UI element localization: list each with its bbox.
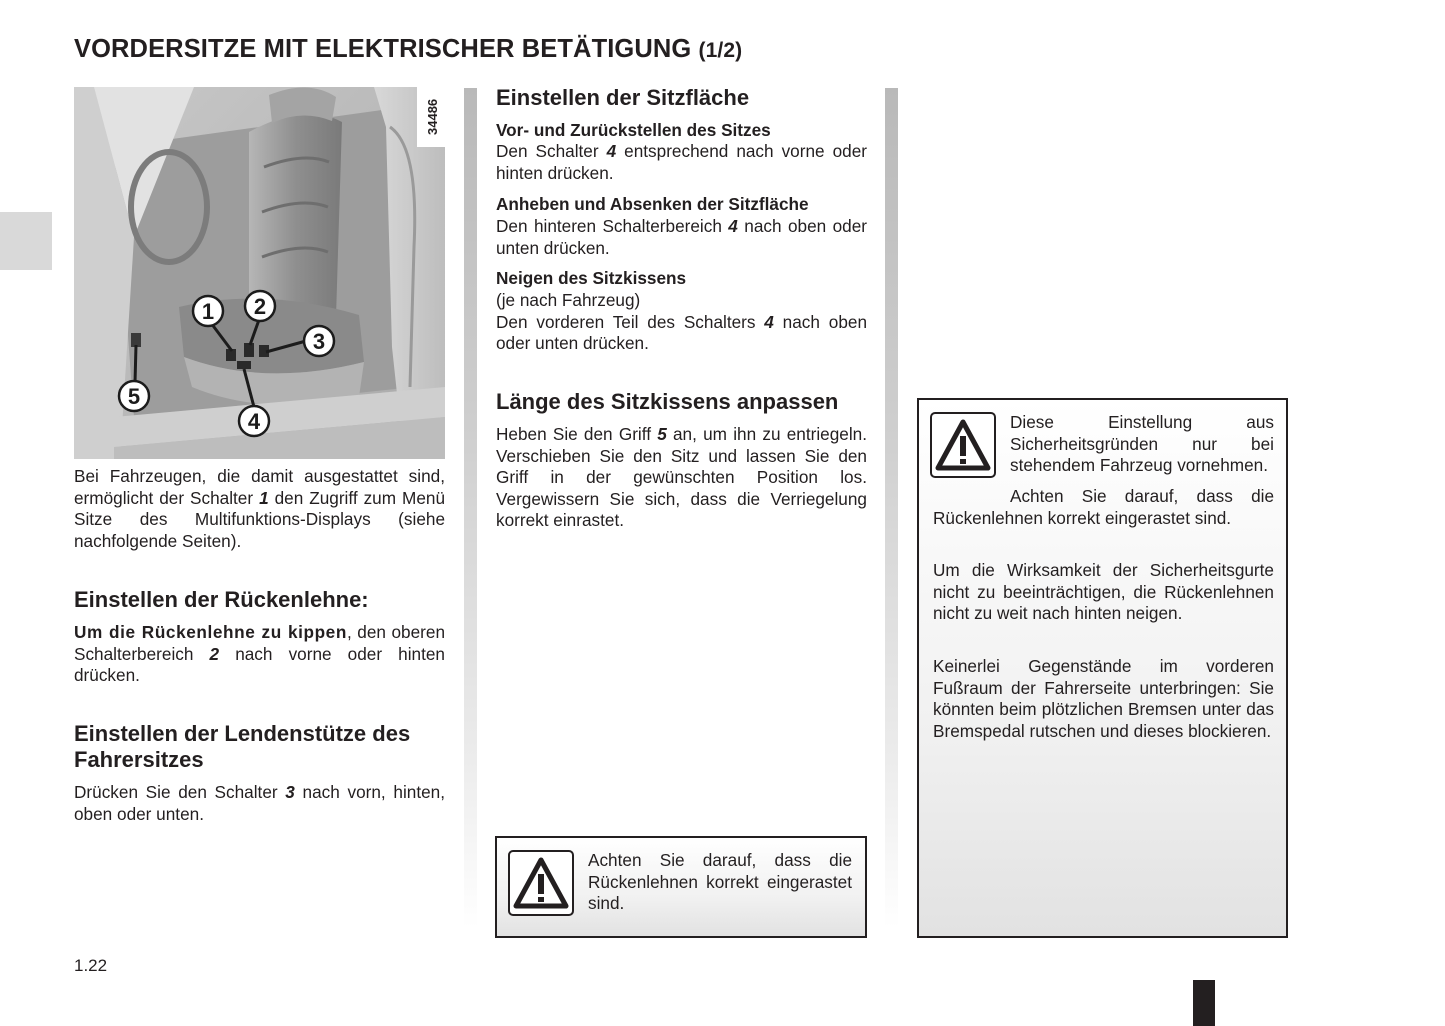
svg-text:1: 1 [201,299,215,324]
tilt-note: (je nach Fahrzeug) [496,290,641,310]
callout-3 [304,326,334,356]
warning-box-safety [917,398,1288,938]
warning-p4: Keinerlei Gegenstände im vorderen Fußraum der Fahrerseite unterbringen: Sie könnten beim plötzlichen Bremsen unter das Bremspedal rutschen und dieses blockieren. [933,656,1274,741]
warning-text: Achten Sie darauf, dass die Rückenlehnen korrekt eingerastet sind. [588,850,852,914]
warning-p3: Um die Wirksamkeit der Sicherheitsgurte nicht zu beeinträchtigen, die Rückenlehnen nicht zu weit nach hinten neigen. [933,560,1274,624]
intro-paragraph: Bei Fahrzeugen, die damit ausgestattet sind, ermöglicht der Schalter 1 den Zugriff zum Menü Sitze des Multifunktions-Displays (siehe nachfolgende Seiten). [74,466,445,551]
warning-p1: Diese Einstellung aus Sicherheitsgründen nur bei stehendem Fahrzeug vornehmen. [1010,412,1274,476]
title-suffix: (1/2) [698,39,743,62]
seat-surface-heading: Einstellen der Sitzfläche [496,85,750,110]
warning-triangle-icon [508,850,574,916]
callout-1 [193,296,223,326]
lumbar-heading: Einstellen der Lendenstütze des Fahrersitzes [74,721,411,772]
svg-text:4: 4 [247,409,261,434]
raise-heading: Anheben und Absenken der Sitzfläche [496,194,809,214]
backrest-paragraph: Um die Rückenlehne zu kippen, den oberen Schalterbereich 2 nach vorne oder hinten drücken. [74,622,445,686]
backrest-heading: Einstellen der Rückenlehne: [74,587,369,612]
raise-paragraph: Den hinteren Schalterbereich 4 nach oben oder unten drücken. [496,216,867,258]
thumb-index-bar [1193,980,1215,1026]
lumbar-paragraph: Drücken Sie den Schalter 3 nach vorn, hinten, oben oder unten. [74,782,445,824]
section-tab-marker [0,212,52,270]
length-heading: Länge des Sitzkissens anpassen [496,389,839,414]
column-divider [464,88,477,928]
callout-4 [239,406,269,436]
warning-triangle-icon [930,412,996,478]
column-divider [885,88,898,928]
callout-2 [245,291,275,321]
warning-p2: Achten Sie darauf, dass die Rückenlehnen korrekt eingerastet sind. [933,486,1274,528]
tilt-heading: Neigen des Sitzkissens [496,268,687,288]
seat-controls-illustration [74,87,445,459]
page-number: 1.22 [74,956,108,975]
seat-photo-drawing [74,87,445,459]
page-title [74,35,742,64]
warning-box-backrest [495,836,867,938]
fwd-heading: Vor- und Zurückstellen des Sitzes [496,120,771,140]
length-paragraph: Heben Sie den Griff 5 an, um ihn zu entriegeln. Verschieben Sie den Sitz und lassen Sie den Griff in der gewünschten Position los. Vergewissern Sie sich, dass die Verriegelung korrekt einrastet. [496,424,867,531]
image-number: 34486 [425,98,440,135]
callout-5 [119,381,149,411]
fwd-paragraph: Den Schalter 4 entsprechend nach vorne oder hinten drücken. [496,141,867,183]
tilt-paragraph: (je nach Fahrzeug) Den vorderen Teil des Schalters 4 nach oben oder unten drücken. [496,290,868,354]
svg-text:2: 2 [253,294,267,319]
svg-text:5: 5 [127,384,141,409]
title-text: VORDERSITZE MIT ELEKTRISCHER BETÄTIGUNG [74,35,692,63]
svg-text:3: 3 [312,329,326,354]
